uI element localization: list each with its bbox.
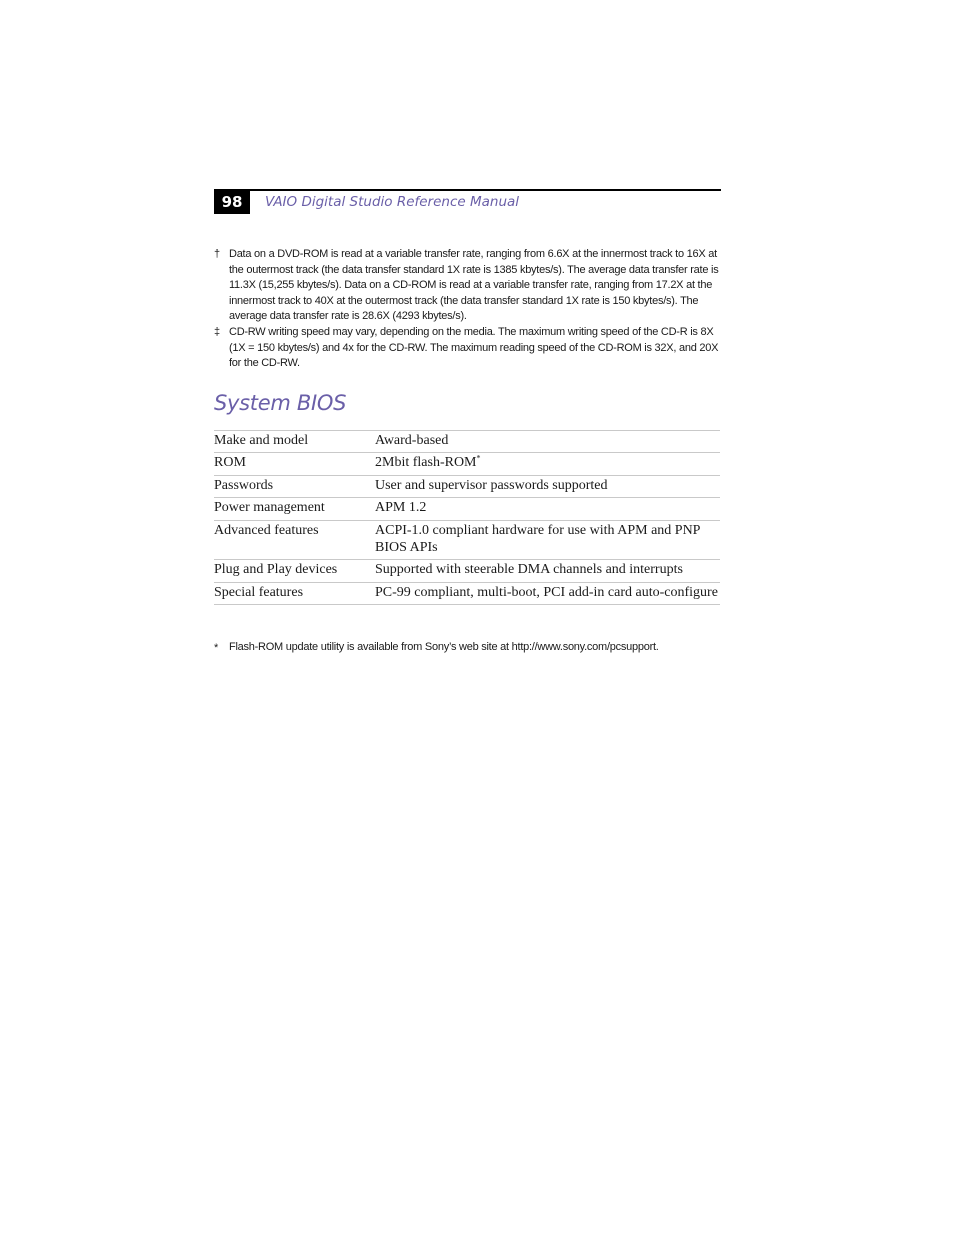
spec-value: ACPI-1.0 compliant hardware for use with APM and PNP BIOS APIs	[374, 520, 720, 560]
footnote-ref: *	[476, 453, 481, 463]
table-footnote	[214, 640, 720, 656]
asterisk-mark: *	[214, 642, 219, 654]
spec-value: 2Mbit flash-ROM*	[374, 453, 720, 475]
spec-label: Make and model	[214, 431, 374, 453]
table-row	[214, 498, 720, 520]
manual-title: VAIO Digital Studio Reference Manual	[265, 194, 520, 210]
spec-label: Power management	[214, 498, 374, 520]
footnote-text: Flash-ROM update utility is available from Sony’s web site at http://www.sony.com/pcsupport.	[229, 641, 659, 653]
spec-value: Supported with steerable DMA channels and interrupts	[374, 560, 720, 582]
note-double-dagger	[214, 325, 720, 372]
spec-value: User and supervisor passwords supported	[374, 475, 720, 497]
double-dagger-mark: ‡	[214, 325, 220, 338]
bios-spec-table	[214, 430, 720, 605]
spec-notes	[214, 247, 720, 372]
note-text: Data on a DVD-ROM is read at a variable transfer rate, ranging from 6.6X at the innermost track to 16X at the outermost track (the data transfer standard 1X rate is 1385 kbytes/s). The average data transfer rate is 11.3X (15,255 kbytes/s). Data on a CD-ROM is read at a variable transfer rate, ranging from 17.2X at the innermost track to 40X at the outermost track (the data transfer standard 1X rate is 150 kbytes/s). The average data transfer rate is 28.6X (4293 kbytes/s).	[229, 248, 719, 323]
spec-label: Passwords	[214, 475, 374, 497]
note-text: CD-RW writing speed may vary, depending on the media. The maximum writing speed of the CD-R is 8X (1X = 150 kbytes/s) and 4x for the CD-RW. The maximum reading speed of the CD-ROM is 32X, and 20X for the CD-RW.	[229, 325, 719, 370]
table-row	[214, 520, 720, 560]
dagger-mark: †	[214, 248, 220, 260]
spec-label: Advanced features	[214, 520, 374, 560]
table-row	[214, 475, 720, 497]
table-row	[214, 431, 720, 453]
page-number: 98	[214, 191, 250, 214]
spec-label: Special features	[214, 582, 374, 604]
spec-label: ROM	[214, 453, 374, 475]
spec-value: PC-99 compliant, multi-boot, PCI add-in card auto-configure	[374, 582, 720, 604]
note-dagger	[214, 247, 720, 325]
page-header	[214, 189, 721, 215]
section-title: System BIOS	[214, 391, 347, 415]
spec-value: Award-based	[374, 431, 720, 453]
table-row	[214, 582, 720, 604]
spec-value: APM 1.2	[374, 498, 720, 520]
table-row	[214, 453, 720, 475]
spec-label: Plug and Play devices	[214, 560, 374, 582]
table-row	[214, 560, 720, 582]
